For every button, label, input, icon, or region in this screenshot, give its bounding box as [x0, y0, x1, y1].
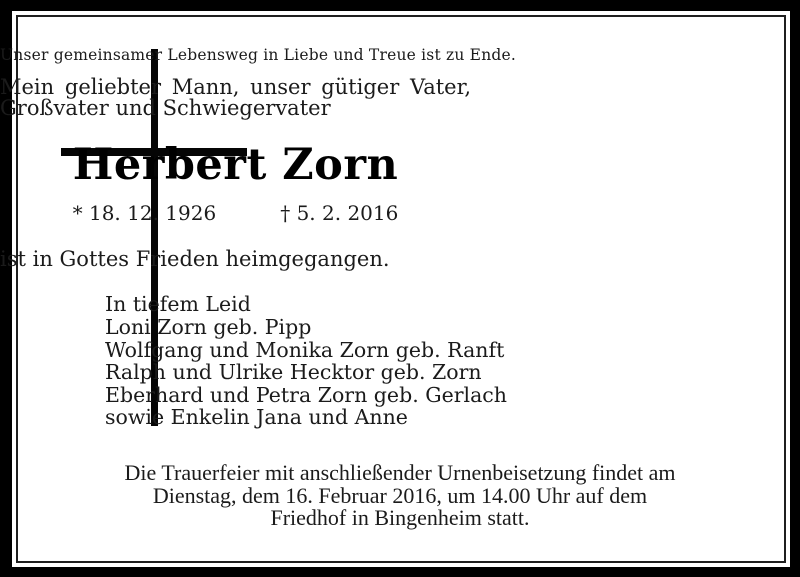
deceased-name: Herbert Zorn [72, 140, 399, 190]
mourners-list [105, 316, 507, 429]
funeral-line-2: Dienstag, dem 16. Februar 2016, um 14.00 Uhr auf dem [152, 482, 648, 508]
intro-line-2: Großvater und Schwiegervater [0, 95, 331, 120]
mourning-heading: In tiefem Leid [105, 292, 251, 316]
death-date: † 5. 2. 2016 [280, 201, 399, 225]
mourner-item: Eberhard und Petra Zorn geb. Gerlach [105, 382, 507, 407]
passing-line: ist in Gottes Frieden heimgegangen. [0, 247, 390, 271]
birth-date: * 18. 12. 1926 [72, 201, 217, 225]
intro-line-1: Mein geliebter Mann, unser gütiger Vater, [0, 75, 471, 99]
life-dates [0, 201, 471, 225]
mourner-item: sowie Enkelin Jana und Anne [105, 405, 408, 430]
funeral-announcement [50, 462, 750, 530]
funeral-line-1: Die Trauerfeier mit anschließender Urnenbeisetzung findet am [124, 460, 676, 485]
mourner-item: Wolfgang und Monika Zorn geb. Ranft [105, 337, 505, 362]
epigraph-line: Unser gemeinsamer Lebensweg in Liebe und Treue ist zu Ende. [0, 46, 516, 64]
mourner-item: Loni Zorn geb. Pipp [105, 315, 312, 339]
intro-paragraph [0, 77, 471, 118]
funeral-line-3: Friedhof in Bingenheim statt. [270, 505, 530, 531]
mourner-item: Ralph und Ulrike Hecktor geb. Zorn [105, 360, 482, 385]
